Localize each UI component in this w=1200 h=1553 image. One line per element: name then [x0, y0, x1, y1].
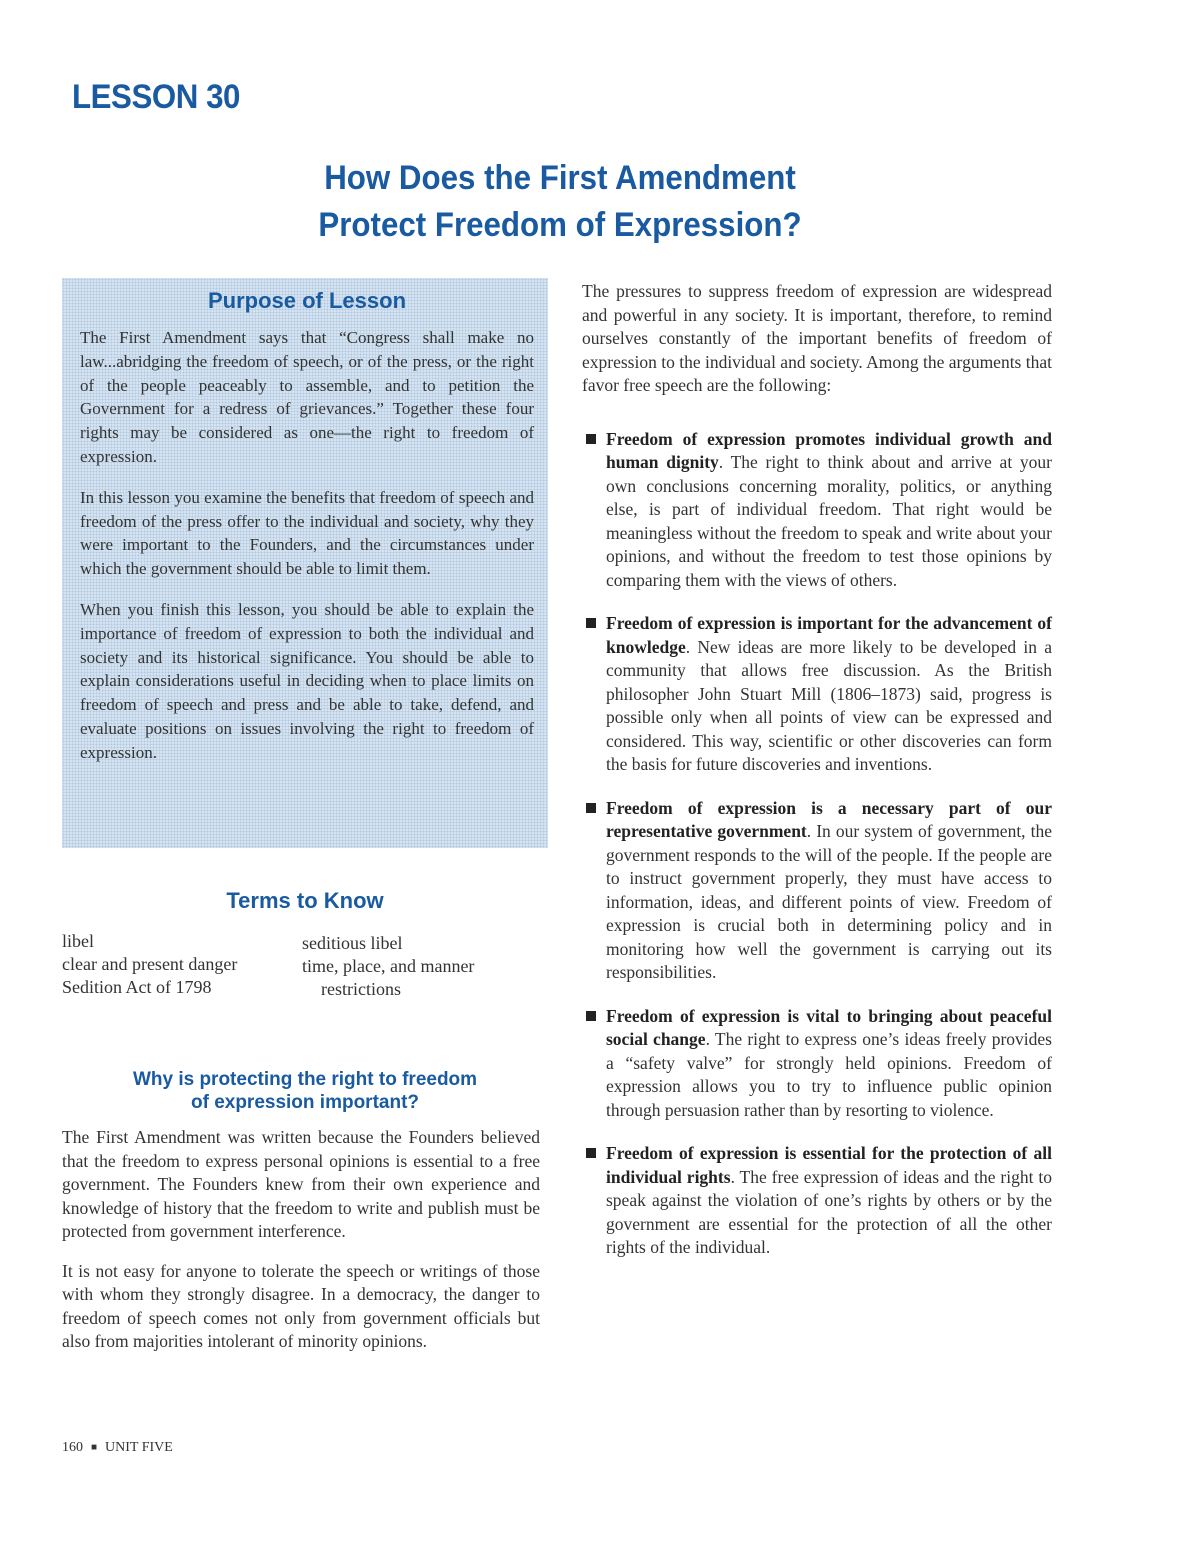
title-line-1: How Does the First Amendment	[324, 159, 796, 197]
argument-bullet	[582, 797, 1052, 985]
term-item: seditious libel	[302, 933, 403, 953]
bullet-lead: Freedom of expression is a necessary part of our representative government	[606, 797, 1052, 841]
bullet-lead: Freedom of expression is vital to bringing about peaceful social change	[606, 1005, 1052, 1049]
page-footer	[62, 1440, 173, 1456]
term-item: time, place, and manner	[302, 956, 475, 976]
argument-bullet	[582, 428, 1052, 593]
term-item: libel	[62, 931, 94, 951]
bullet-lead: Freedom of expression promotes individual growth and human dignity	[606, 428, 1052, 472]
bullet-body: . The free expression of ideas and the right to speak against the violation of one’s rights by others or by the government are essential for the protection of all the other rights of the individual.	[606, 1166, 1052, 1257]
lesson-label: LESSON 30	[72, 78, 240, 116]
square-bullet-icon	[586, 618, 596, 628]
bullet-lead: Freedom of expression is essential for the protection of all individual rights	[606, 1143, 1052, 1187]
argument-bullet	[582, 1142, 1052, 1260]
section-heading	[62, 1068, 548, 1114]
bullet-lead: Freedom of expression is important for the advancement of knowledge	[606, 613, 1052, 657]
bullet-body: . In our system of government, the government responds to the will of the people. If the people are to instruct government properly, they must have access to information, ideas, and different points of view. Freedom of expression is crucial both in determining policy and in monitoring how well the government is carrying out its responsibilities.	[606, 821, 1053, 982]
term-item: Sedition Act of 1798	[62, 977, 212, 997]
left-body	[62, 1126, 540, 1370]
bullet-body: . The right to think about and arrive at your own conclusions concerning morality, politics, or anything else, is part of individual freedom. That right would be meaningless without the freedom to speak and write about your opinions, and without the freedom to test those opinions by comparing them with the views of others.	[606, 452, 1053, 590]
right-column	[582, 280, 1052, 1280]
unit-label: UNIT FIVE	[105, 1440, 173, 1455]
purpose-box	[62, 278, 548, 848]
term-item: restrictions	[321, 979, 401, 999]
purpose-paragraph: In this lesson you examine the benefits that freedom of speech and freedom of the press offer to the individual and society, why they were important to the Founders, and the circumstances under which the government should be able to limit them.	[80, 487, 534, 579]
term-item: clear and present danger	[62, 954, 238, 974]
title-line-2: Protect Freedom of Expression?	[318, 206, 802, 244]
page-number: 160	[62, 1440, 83, 1455]
bullet-body: . The right to express one’s ideas freely provides a “safety valve” for strongly held opinions. Freedom of expression allows you to try to influence public opinion through persuasion rather than by resorting to violence.	[606, 1029, 1052, 1120]
argument-bullet	[582, 612, 1052, 777]
bullet-body: . New ideas are more likely to be developed in a community that allows free discussion. As the British philosopher John Stuart Mill (1806–1873) said, progress is possible only when all points of view can be expressed and considered. This way, scientific or other discoveries can form the basis for future discoveries and inventions.	[606, 636, 1052, 774]
section-heading-line-1: Why is protecting the right to freedom	[132, 1069, 478, 1090]
square-bullet-icon	[586, 434, 596, 444]
square-bullet-icon	[586, 803, 596, 813]
square-bullet-icon: ■	[91, 1442, 98, 1453]
terms-heading: Terms to Know	[226, 888, 384, 913]
terms-column-1	[62, 930, 302, 999]
terms-column-2	[302, 932, 552, 1001]
body-paragraph: The First Amendment was written because the Founders believed that the freedom to express personal opinions is essential to a free government. The Founders knew from their own experience and knowledge of history that the freedom to write and publish must be protected from government interference.	[62, 1127, 540, 1241]
purpose-paragraph: The First Amendment says that “Congress shall make no law...abridging the freedom of speech, or of the press, or the right of the people peaceably to assemble, and to petition the Government for a redress of grievances.” Together these four rights may be considered as one—the right to freedom of expression.	[80, 328, 534, 466]
square-bullet-icon	[586, 1148, 596, 1158]
argument-bullet	[582, 1005, 1052, 1123]
purpose-paragraph: When you finish this lesson, you should be able to explain the importance of freedom of expression to both the individual and society and its historical significance. You should be able to explain considerations useful in deciding when to place limits on freedom of speech and press and be able to take, defend, and evaluate positions on issues involving the right to freedom of expression.	[80, 599, 534, 762]
page-title	[256, 155, 863, 249]
body-paragraph: It is not easy for anyone to tolerate the speech or writings of those with whom they strongly disagree. In a democracy, the danger to freedom of speech comes not only from government officials but also from majorities intolerant of minority opinions.	[62, 1260, 540, 1351]
intro-paragraph: The pressures to suppress freedom of expression are widespread and powerful in any society. It is important, therefore, to remind ourselves constantly of the important benefits of freedom of expression to the individual and society. Among the arguments that favor free speech are the following:	[582, 281, 1052, 395]
purpose-heading: Purpose of Lesson	[207, 288, 407, 313]
square-bullet-icon	[586, 1011, 596, 1021]
section-heading-line-2: of expression important?	[190, 1092, 420, 1113]
